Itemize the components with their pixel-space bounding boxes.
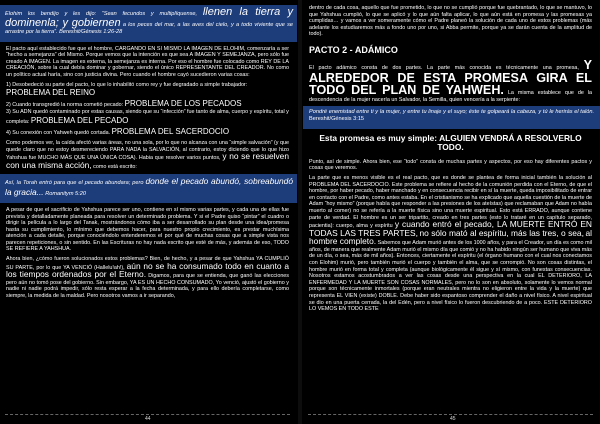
section-heading: PACTO 2 - ADÁMICO — [309, 44, 398, 55]
paragraph-punto: Punto, así de simple. Ahora bien, ese “todo” consta de muchas partes y aspectos, por eso hay diferentes pactos y cosas que veremos. — [309, 158, 592, 172]
list-item-pecado: 3) Su ADN quedó contaminado por estas causas, siendo que su “infección” fue tanto de alma, cuerpo y espíritu, total y completa: PROBLEMA DEL PECADO — [6, 109, 289, 125]
quote-intro: Elohim los bendijo y les dijo: “Sean fecundos y multiplíquense, — [5, 11, 198, 17]
book-gutter — [298, 0, 302, 424]
left-page — [0, 0, 297, 424]
list-item-reino: 1) Desobedeció su parte del pacto, lo que lo inhabilitó como rey y fue degradado a simple trabajador: PROBLEMA DEL REINO — [6, 81, 248, 98]
paragraph-caida: Como podemos ver, la caída afectó varias áreas, no una sola, por lo que no alcanza con una “simple salvación” (y que quede claro que no estoy desmereciendo PARA NADA la SALVACIÓN, al contrario, estoy diciendo que lo que hizo Yahshua fue MUCHO MÁS QUE UNA ÚNICA COSA). Habia que resolver varios puntos, y no se resuelven con una misma acción, como está escrito: — [6, 140, 290, 170]
paragraph-sacerdocio: La parte que es menos visible es el real pacto, que es donde se plantea de forma inicial también la solución al PROBLEMA DEL SACERDOCIO. Este problema se refiere al hecho de la comunión perdida con el Eterno, de que el hombre, por haber pecado, haber manchado y en consecuencia recibir en sí la muerte, queda imposibilitado de entrar en contacto con el Padre, como antes estaba. En el cristianismo se ha explicado que aquella cuestión de la muerte de Adam “hoy mismo” (porque había que responder a las presiones de los ateístas) que reclamaban que Adam no había muerto al comer) no se refería a la muerte física sino una muerte espiritual. Esto está ERRADO, aunque contiene parte de verdad. El hombre es un ser tripartito, creado en tres partes (esto lo trataré en un capítulo separado, pacientia): cuerpo, alma y espíritu y cuando entró el pecado, LA MUERTE ENTRÓ EN TODAS LAS TRES PARTES, no sólo mató al espíritu, más las tres, o sea, al hombre completo. Sabemos que Adam murió antes de los 1000 años, y para el Creador, un día es como mil años, de manera que realmente Adam murió el mismo día que comió y no ha habido ningún ser humano que viva más de un día, o sea, más de mil años). Entonces, ciertamente el espíritu (el órgano humano con el cual nos conectamos con Elohim) murió, pero también murió el cuerpo y también el alma, que se corrompió. No son cosas distintas, el hombre murió en forma total y completa (aunque biológicamente él sigue y sí mismo, con funestas consecuencias. Nosotros estamos acostumbrados a ver las cosas desde una perspectiva en la cual EL DETERIORO, LA ENFERMEDAD Y LA MUERTE SON COSAS NORMALES, pero no lo son en absoluto, solamente lo vemos normal porque son técnicamente inmortales (porque eran neutrales mientra no eligieron entre la vida y la muerte) que representa EL VIEN (existe) DOBLE. Debe haber sido espantoso comprender el daño a nivel físico. A nivel espiritual se dio en una puerta cerrada, la del Edén, pero a nivel físico lo fueron descubriendo de a poco. ESTE DETERIORO LO VEMOS EN TODO ESTE — [309, 174, 592, 313]
list-item-pecados: 2) Cuando transgredió la norma cometió pecado: PROBLEMA DE LOS PECADOS — [6, 98, 242, 108]
right-page — [303, 0, 600, 424]
genesis-3-15-quote: Pondré enemistad entre ti y la mujer, y entre tu linaje y el suyo; éste te golpeará la cabeza, y tú le herirás el talón. Bereshit/Génesis 3:15 — [303, 106, 600, 129]
paragraph-intro: dentro de cada cosa, aquello que fue prometido, lo que no se cumplió porque fue quebrantado, lo que se mantuvo, lo que Yahshua cumplió, lo que se aplicó y lo que aún falta aplicar, lo que aún está en promesa y las promesas ya cumplidas… y vamos a ver someramente cómo el Padre planeó la solución de cada uno de estos problemas (más adelante los estudiaremos más a fondo uno por uno, si Abba permite, porque ya se darán cuenta de la amplitud de todo). — [309, 5, 592, 38]
quote-highlight: llenen la tierra y dominenla; y gobiernen — [5, 6, 293, 30]
quote-reference: Bereshit/Génesis 1:26-28 — [59, 29, 123, 36]
promise-statement: Esta promesa es muy simple: ALGUIEN VENDRÁ A RESOLVERLO TODO. — [319, 132, 582, 153]
page-number: 44 — [145, 416, 151, 422]
quote-rest: a los peces del mar, a las aves del cielo, y a todo viviente que se arrastre por la tierra”. — [5, 22, 293, 36]
problems-list — [6, 82, 289, 137]
romanos-quote: Así, la Torah entró para que el pecado abundara; pero donde el pecado abundó, sobreabundó la gracia... Romanitym 5:20 — [0, 174, 297, 203]
list-item-sacerdocio: 4) Su conexión con Yahweh quedó cortada. PROBLEMA DEL SACERDOCIO — [6, 126, 230, 136]
footer-rule — [5, 414, 290, 415]
paragraph-solucion: Ahora bien, ¿cómo fueron solucionados estos problemas? Bien, de hecho, y a pesar de que Yahshua YA CUMPLIÓ SU PARTE, por lo que YA VENCIÓ (Hallelu!ah!), aún no se ha consumado todo en cuanto a los tiempos ordenados por el Eterno. Digamos, para que se entienda, que ganó las elecciones pero aún no tomó pose del gobierno. Sin embargo, YA ES UN HECHO CONSUMADO, Yo venció, ajustó el gobierno y nadie ni nadie podrá impedir, sólo resta esperar a la fecha determinada, y para ello debería completarse, como siempre, la medida de la maldad. Pero nosotros vamos a ir separando, — [6, 256, 290, 300]
paragraph-promesa: El pacto adámico consta de dos partes. La parte más conocida es técnicamente una promesa, Y ALREDEDOR DE ESTA PROMESA GIRA EL TODO DEL PLAN DE YAHWEH. La misma establece que de la descendencia de la mujer nacería un Salvador, la Semilla, quien vencería a la serpiente: — [309, 57, 593, 103]
paragraph-pacto-imagen: El pacto aquí establecido fue que el hombre, CARGANDO EN SI MISMO LA IMAGEN DE ELOHIM, comenzaría a ser “hecho a semejanza” del Mismo. Porque vemos que la intención es que sea A IMAGEN Y SEMEJANZA, pero sólo fue creado A IMAGEN. La imagen es externa, la semejanza es interna. Por eso el hombre fue colocado como REY DE LA CREACIÓN, sobre la cual debía dominar y gobernar, siendo el único REPRESENTANTE DEL CREADOR. No como un político actual haría, sino con justicia divina. Pero cuando el hombre cayó sucedieron varias cosas: — [6, 45, 289, 78]
page-number: 45 — [450, 416, 456, 422]
paragraph-sacrificio: A pesar de que el sacrificio de Yahshua parece ser uno, contiene en sí mismo varias partes, y cada una de ellas fue prevista y detalladamente planeada para resolver un determinado problema. Y si el Padre quiso “pintar” el cuadro o dirigir la película a lo largo del Tanak, mostrándonos cómo iba a ser desarrollado su plan desde una idea/promesa hasta su cumplimiento, lo mínimo que debemos hacer, para nuestro propio crecimiento, es prestar muchísima atención a cada detalle, porque conociéndolo entenderemos el por qué de muchas cosas que a simple vista nos parecen repeticiones, o sin sentido. En las Escrituras no hay nada escrito que esté de más, y además de eso, TODO SE REFIERE A YAHSHUA. — [6, 206, 289, 253]
footer-rule — [308, 414, 593, 415]
genesis-quote — [0, 5, 297, 42]
